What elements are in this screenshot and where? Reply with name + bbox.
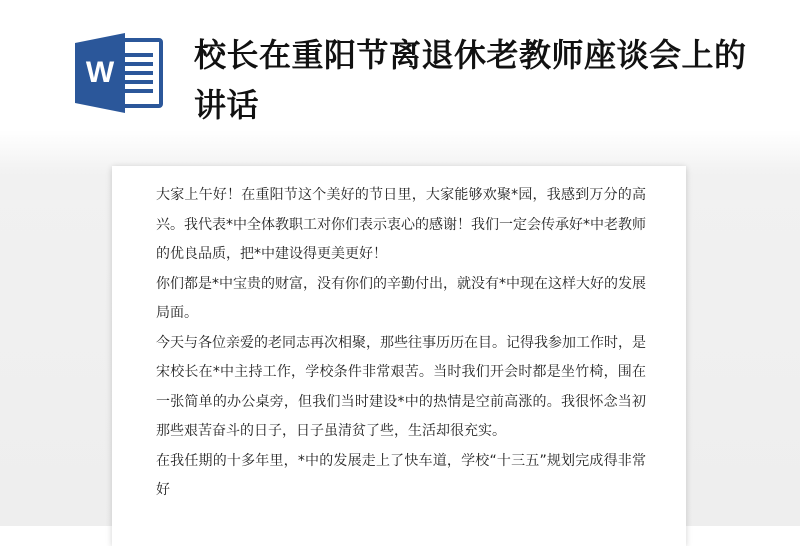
word-letter: W — [85, 56, 115, 89]
word-document-icon — [73, 31, 165, 115]
paragraph: 今天与各位亲爱的老同志再次相聚，那些往事历历在目。记得我参加工作时，是宋校长在*中主持工作，学校条件非常艰苦。当时我们开会时都是坐竹椅，围在一张简单的办公桌旁，但我们当时建设*中的热情是空前高涨的。我很怀念当初那些艰苦奋斗的日子，日子虽清贫了些，生活却很充实。 — [156, 334, 646, 439]
paragraph: 你们都是*中宝贵的财富，没有你们的辛勤付出，就没有*中现在这样大好的发展局面。 — [156, 275, 646, 321]
document-title: 校长在重阳节离退休老教师座谈会上的讲话 — [194, 36, 747, 124]
document-body — [156, 181, 646, 506]
document-page — [112, 166, 686, 546]
paragraph: 大家上午好！在重阳节这个美好的节日里，大家能够欢聚*园，我感到万分的高兴。我代表*中全体教职工对你们表示衷心的感谢！我们一定会传承好*中老教师的优良品质，把*中建设得更美更好！ — [156, 187, 646, 262]
paragraph: 在我任期的十多年里，*中的发展走上了快车道，学校“十三五”规划完成得非常好 — [156, 452, 646, 498]
header-banner — [0, 0, 800, 150]
